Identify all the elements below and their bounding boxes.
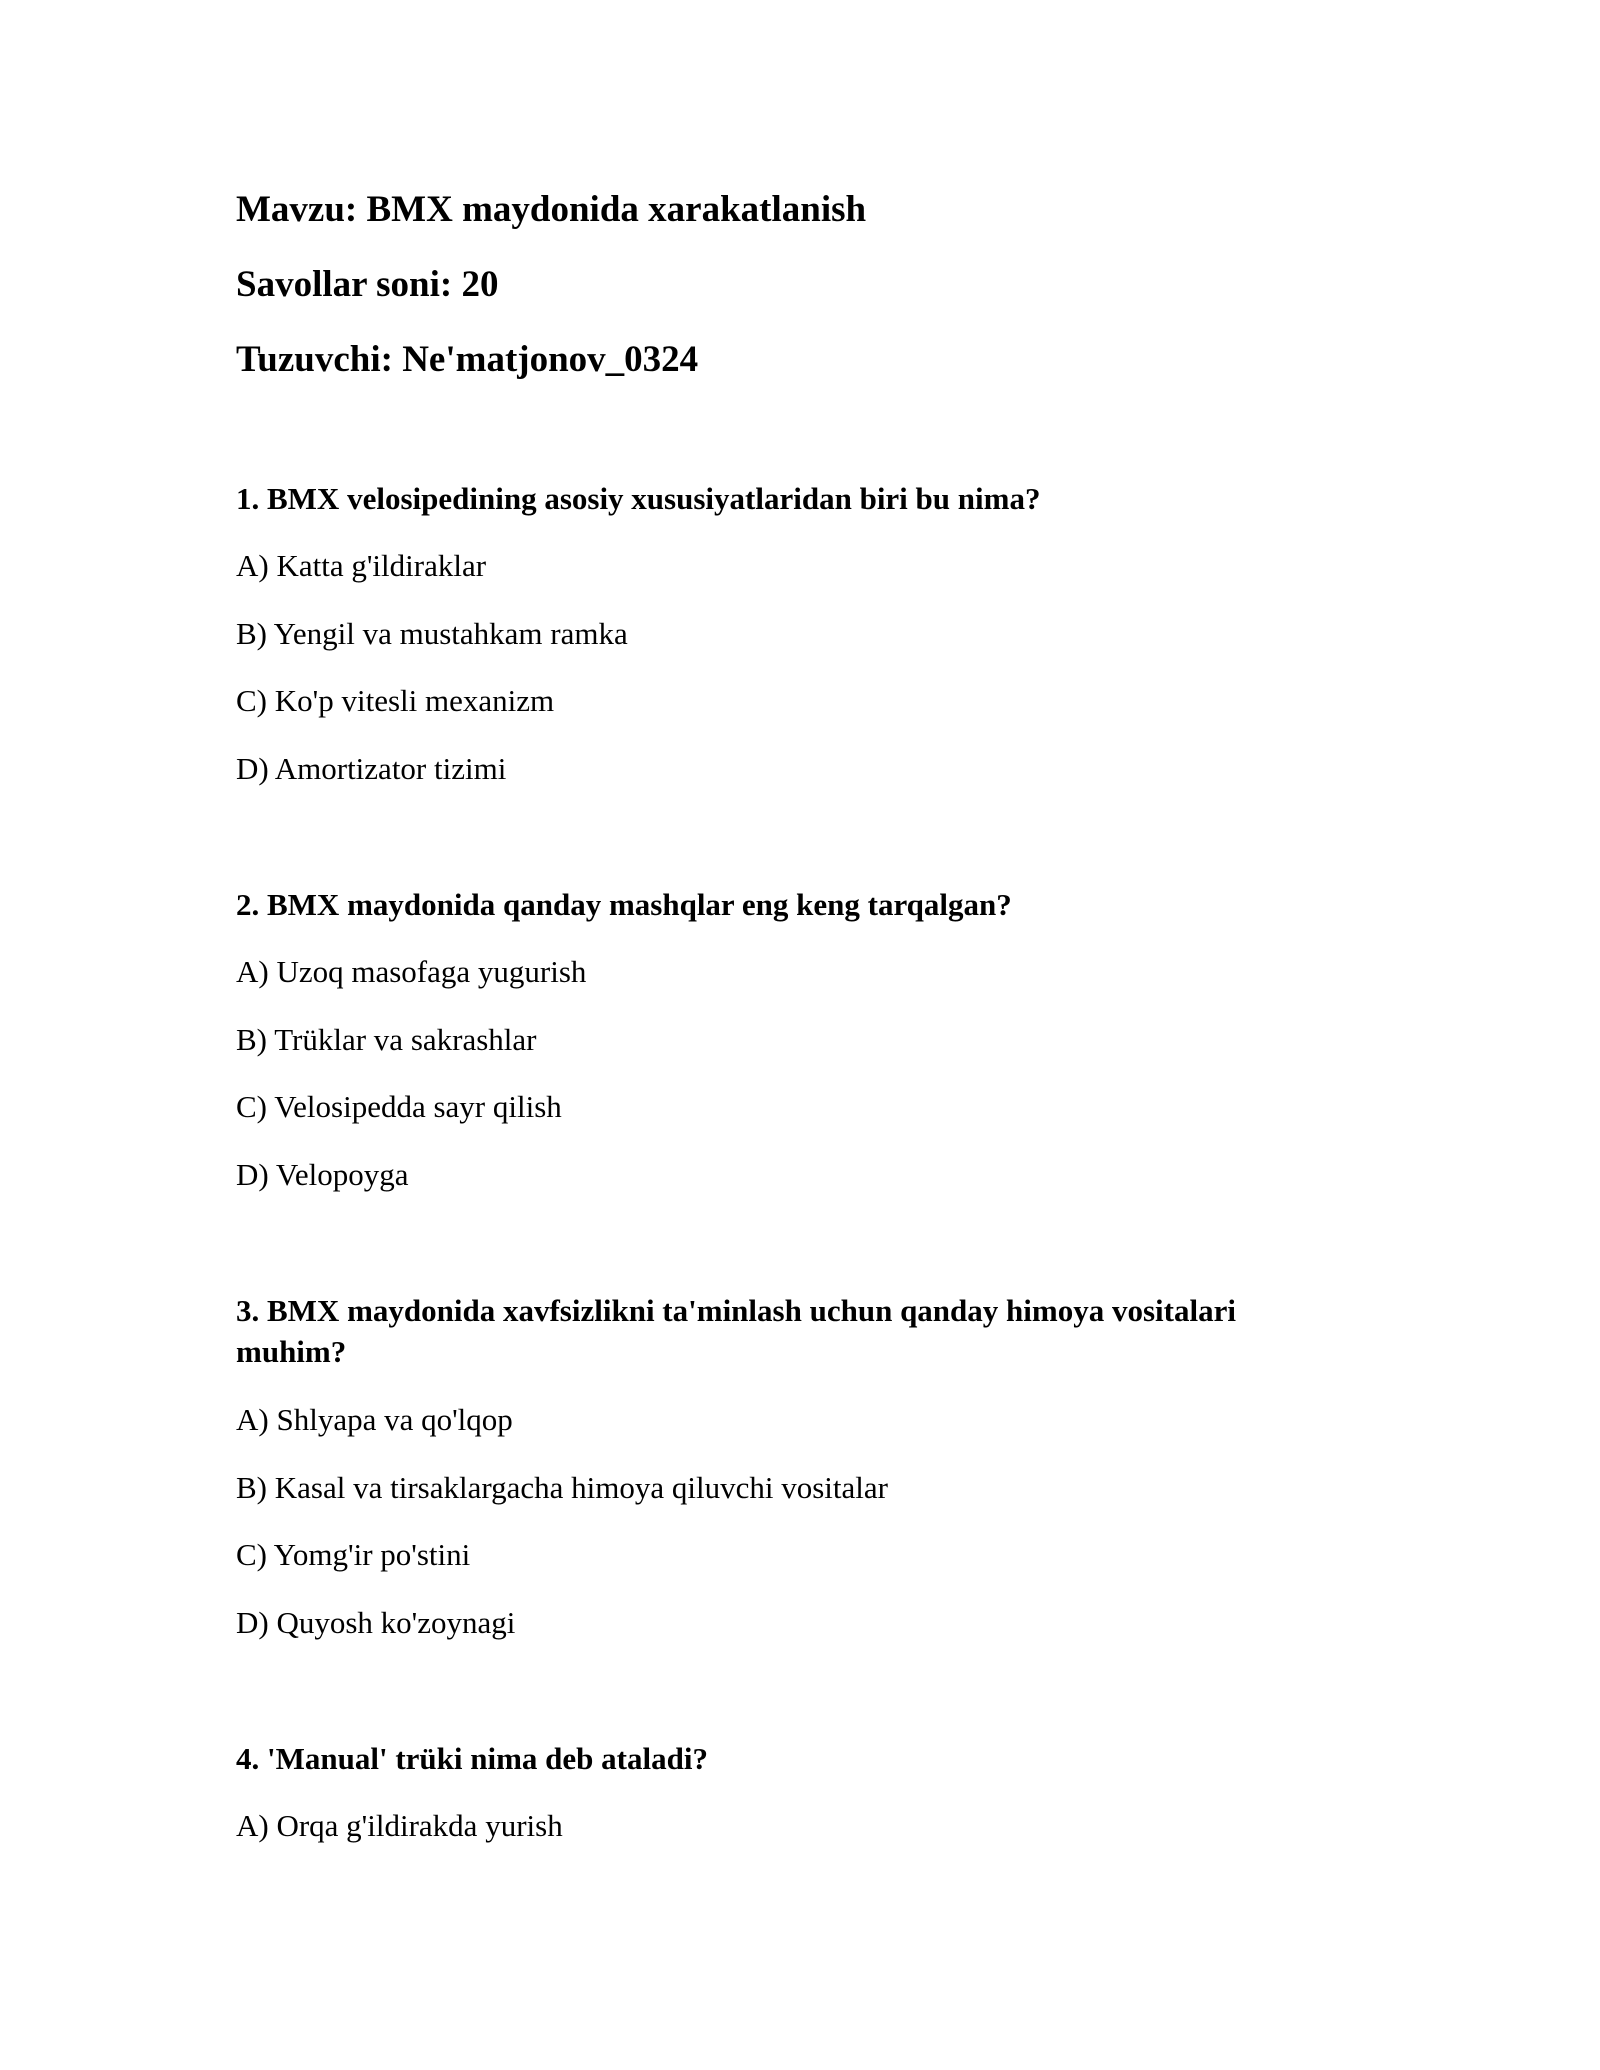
question-2-option-b: B) Trüklar va sakrashlar (236, 1022, 537, 1057)
question-4: 4. 'Manual' trüki nima deb ataladi? (236, 1741, 708, 1776)
question-1: 1. BMX velosipedining asosiy xususiyatlaridan biri bu nima? (236, 481, 1041, 516)
question-2-option-d: D) Velopoyga (236, 1157, 409, 1192)
question-3-option-a: A) Shlyapa va qo'lqop (236, 1402, 513, 1437)
question-2-option-c: C) Velosipedda sayr qilish (236, 1089, 562, 1124)
author-line: Tuzuvchi: Ne'matjonov_0324 (236, 339, 699, 380)
question-1-option-b: B) Yengil va mustahkam ramka (236, 616, 628, 651)
question-3-option-b: B) Kasal va tirsaklargacha himoya qiluvchi vositalar (236, 1470, 888, 1505)
question-3-option-c: C) Yomg'ir po'stini (236, 1537, 471, 1572)
question-4-option-a: A) Orqa g'ildirakda yurish (236, 1808, 563, 1843)
question-2: 2. BMX maydonida qanday mashqlar eng keng tarqalgan? (236, 887, 1012, 922)
topic-heading: Mavzu: BMX maydonida xarakatlanish (236, 189, 867, 230)
document-page (236, 0, 1366, 2070)
question-1-option-a: A) Katta g'ildiraklar (236, 548, 487, 583)
question-count: Savollar soni: 20 (236, 264, 499, 305)
question-3-option-d: D) Quyosh ko'zoynagi (236, 1605, 516, 1640)
question-1-option-d: D) Amortizator tizimi (236, 751, 507, 786)
question-1-option-c: C) Ko'p vitesli mexanizm (236, 683, 555, 718)
question-3: 3. BMX maydonida xavfsizlikni ta'minlash uchun qanday himoya vositalari muhim? (236, 1293, 1236, 1369)
question-2-option-a: A) Uzoq masofaga yugurish (236, 954, 587, 989)
